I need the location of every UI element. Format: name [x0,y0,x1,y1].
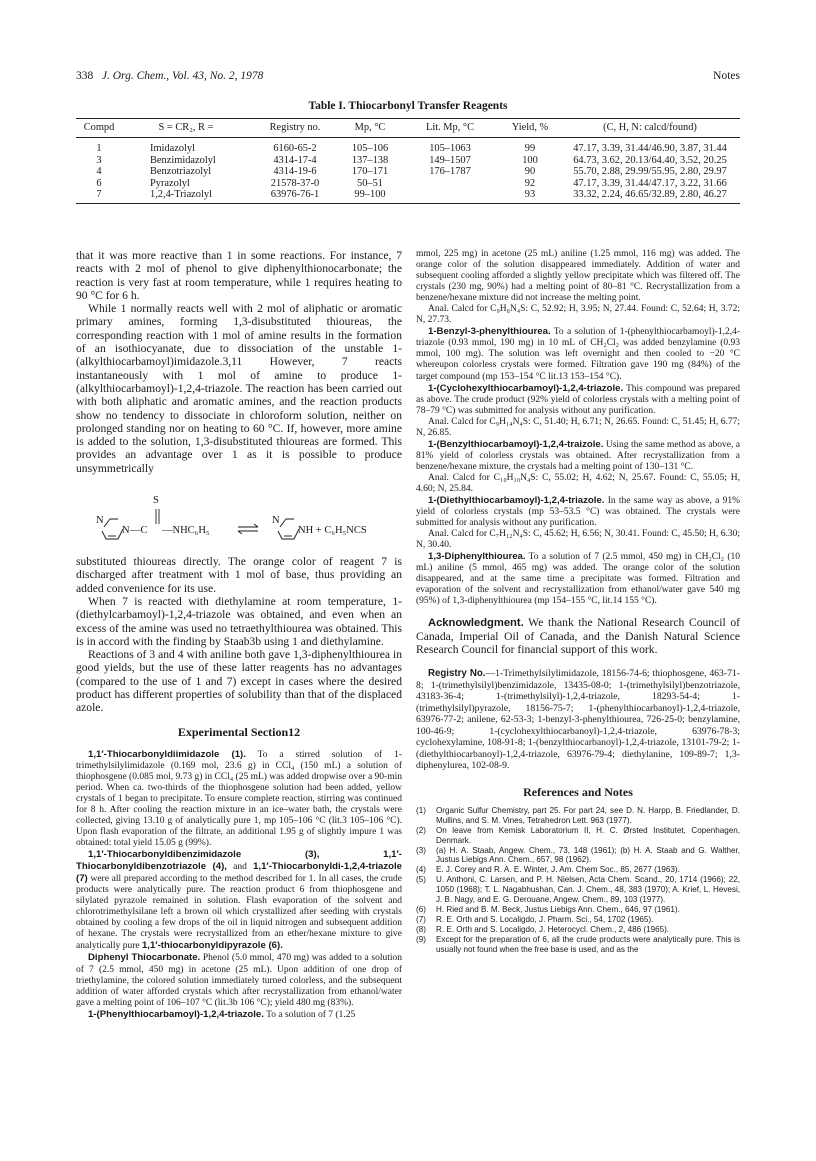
paragraph-body: Phenol (5.0 mmol, 470 mg) was added to a solution of 7 (2.5 mmol, 450 mg) in acetone (25 mL). Upon addition of one drop of triethylamine, the colored solution immediately turned colorless, and the subsequent addition of water afforded crystals which after recrystallization from ethanol/water gave a melting point of 106–107 °C (lit.3b 106 °C); yield 480 mg (83%). [76,953,402,1008]
experimental-paragraph: mmol, 225 mg) in acetone (25 mL) aniline (1.25 mmol, 116 mg) was added. The orange color of the solution disappeared immediately. Addition of water and subsequent cooling afforded a slightly yellow precipitate which was filtered off. The crystals (230 mg, 90%) had a melting point of 80–81 °C. Recrystallization from a benzene/hexane mixture did not increase the melting point. [416,249,740,304]
cell-lit-mp: 149–1507 [429,154,471,166]
cell-registry: 63976-76-1 [250,189,340,204]
reference-number: (9) [416,934,426,944]
paragraph-body: and [226,862,254,873]
paragraph: When 7 is reacted with diethylamine at room temperature, 1-(diethylcarbamoyl)-1,2,4-triazole was obtained, and even when an excess of the amine was used no tetraethylthiourea was obtained. This is in accord with the finding by Staab3b using 1 and diethylamine. [76,594,402,648]
reference-item [416,826,740,846]
reference-text: Organic Sulfur Chemistry, part 25. For part 24, see D. N. Harpp, B. Friedlander, D. Mullins, and S. M. Vines, Tetrahedron Lett. 963 (1977). [436,805,740,825]
reference-number: (6) [416,904,426,914]
scheme-n-label: N [122,525,130,537]
references-list [416,806,740,955]
compound-heading: 1,3-Diphenylthiourea. [428,551,526,563]
reference-number: (8) [416,924,426,934]
cell-analysis: 33.32, 2.24, 46.65/32.89, 2.80, 46.27 [560,189,740,204]
col-compd: Compd [76,119,122,138]
table-row [76,178,740,189]
cell-compd: 6 [96,177,102,189]
cell-analysis: 47.17, 3.39, 31.44/47.17, 3.22, 31.66 [573,177,727,189]
cell-substituent: Benzimidazolyl [150,154,216,166]
compound-heading: 1-(Diethylthiocarbamoyl)-1,2,4-triazole. [428,495,605,507]
header-left [76,70,263,82]
reference-number: (7) [416,914,426,924]
cell-analysis: 55.70, 2.88, 29.99/55.95, 2.80, 29.97 [573,166,727,178]
paragraph-body: In the same way as above, a 91% yield of colorless crystals (mp 53–53.5 °C) was obtained. The crystals were submitted for analysis without any purification. [416,496,740,529]
reference-item [416,846,740,866]
references-heading: References and Notes [523,784,633,799]
compound-heading: 1-(Benzylthiocarbamoyl)-1,2,4-traizole. [428,438,604,450]
experimental-paragraph [416,383,740,417]
analysis-paragraph: Anal. Calcd for C₉H₈N₄S: C, 52.92; H, 3.95; N, 27.44. Found: C, 52.64; H, 3.72; N, 27.73. [416,304,740,326]
compound-heading: 1,1′-Thiocarbonyldiimidazole (1). [88,748,246,760]
cell-substituent: Benzotriazolyl [150,166,212,178]
compound-heading: 1-Benzyl-3-phenylthiourea. [428,326,551,338]
col-yield: Yield, % [500,119,560,138]
scheme-right-group: NH + C₆H₅NCS [298,525,367,537]
cell-analysis: 64.73, 3.62, 20.13/64.40, 3.52, 20.25 [573,154,727,166]
compound-name: 1,1′-thiocarbonyldipyrazole (6). [141,940,283,952]
paragraph-body: To a solution of 7 (2.5 mmol, 450 mg) in CH₂Cl₂ (10 mL) aniline (5 mmol, 465 mg) was added. The orange color of the solution disappeared, and at the same time a precipitate was formed. Filtration and evaporation of the solvent and recrystallization from ethanol/water gave 540 mg (95%) of 1,3-diphenylthiourea (mp 154–155 °C, lit.14 155 °C). [416,552,740,607]
experimental-paragraph [76,1009,402,1021]
experimental-paragraph [76,849,402,952]
scheme-left-bond: —C [130,525,148,537]
cell-registry: 6160-65-2 [273,143,317,155]
cell-yield: 93 [500,189,560,204]
table-row [76,166,740,177]
cell-yield: 92 [524,177,536,189]
cell-compd: 1 [96,143,102,155]
reference-text: Except for the preparation of 6, all the crude products were analytically pure. This is usually not found when the free base is used, and as the [436,934,740,954]
cell-compd: 4 [96,166,102,178]
paragraph: that it was more reactive than 1 in some reactions. For instance, 7 reacts with 2 mol of phenol to give diphenylthionocarbonate; the reaction is very fast at room temperature, while 1 requires heating to 90 °C for 6 h. [76,249,402,302]
compound-heading: 1-(Cyclohexylthiocarbamoyl)-1,2,4-triazole. [428,382,624,394]
cell-lit-mp [400,178,500,189]
col-analysis: (C, H, N: calcd/found) [560,119,740,138]
scheme-n-label: N [272,515,280,527]
reference-item [416,806,740,826]
compound-heading: 1,1′-Thiocarbonyldibenzimidazole (3), 1,1′-Thiocarbonyldibenzotriazole (4), [76,849,402,873]
page-number: 338 [76,70,94,82]
cell-yield: 99 [524,143,536,155]
experimental-paragraph [416,551,740,607]
compound-heading: Diphenyl Thiocarbonate. [88,952,201,964]
reference-item [416,905,740,915]
section-label: Notes [713,70,740,82]
reference-text: R. E. Orth and S. Localigdo, J. Pharm. Sci., 54, 1702 (1965). [436,914,654,924]
paragraph: Reactions of 3 and 4 with aniline both gave 1,3-diphenylthiourea in good yields, but the use of these latter reagents has no advantages (compared to the use of 1 and 7) except in cases where the desired product has different properties of solubility than that of the displaced azole. [76,648,402,715]
reaction-scheme-drawing [96,481,396,551]
cell-substituent: Pyrazolyl [150,177,190,189]
paragraph-body: This compound was prepared as above. The crude product (92% yield of colorless crystals with a melting point of 78–79 °C) was submitted for analysis without any purification. [416,383,740,416]
experimental-paragraph [416,439,740,473]
col-lit-mp: Lit. Mp, °C [400,119,500,138]
paragraph-body: Using the same method as above, a 81% yield of colorless crystals was obtained. After recrystallization from a benzene/hexane mixture, the crystals had a melting point of 130–131 °C. [416,439,740,472]
running-header [76,70,740,86]
table-row [76,189,740,204]
cell-yield: 90 [524,166,536,178]
table-header-row [76,119,740,138]
paragraph-body: were all prepared according to the method described for 1. In all cases, the crude products were analytically pure. The reaction product 6 from thiophosgene and silylated pyrazole remained in solution. Flash evaporation of the solvent and chlorotrimethylsilane left a brown oil which crystallized after seeding with crystals obtained by cooling a few drops of the oil in liquid nitrogen and subsequent addition of hexane. The crystals were recrystallized from an ether/hexane mixture to give analytically pure [76,874,402,952]
experimental-paragraph [76,952,402,1008]
paragraph-body: To a stirred solution of 1-trimethylsilylimidazole (0.169 mol, 23.6 g) in CCl₄ (150 mL) a solution of thiophosgene (0.085 mol, 9.73 g) in CCl₄ (25 mL) was added dropwise over a 90-min period. When ca. two-thirds of the thiophosgene solution had been added, yellow crystals of 1 began to precipitate. To ensure complete reaction, stirring was continued for 8 h. After cooling the reaction mixture in an ice–water bath, the crystals were collected, giving 13.10 g of analytically pure 1, mp 105–106 °C (lit.3 105–106 °C). Upon flash evaporation of the filtrate, an additional 1.95 g of slightly impure 1 was obtained: total yield 15.05 g (99%). [76,749,402,848]
registry-body: —1-Trimethylsilylimidazole, 18156-74-6; thiophosgene, 463-71-8; 1-(trimethylsilyl)benzimidazole, 13435-08-0; 1-(trimethylsilyl)benzotriazole, 43183-36-4; 1-(trimethylsilyl)-1,2,4-triazole, 18293-54-4; 1-(trimethylsilyl)pyrazole, 18156-75-7; 1-(phenylthiocarbanoyl)-1,2,4-triazole, 63976-77-2; anilene, 62-53-3; 1-benzyl-3-phenylthiourea, 726-25-0; benzylamine, 100-46-9; 1-(cyclohexylthiocarbanoyl)-1,2,4-triazole, 63976-78-3; cyclohexylamine, 108-91-8; 1-(benzylthiocarbanoyl)-1,2,4-triazole, 13101-79-2; 1-(diethylthiocarbanoyl)-1,2,4-triazole, 63976-79-4; diethylanine, 109-89-7; 1,3-diphenylurea, 102-08-9. [416,668,740,772]
reference-number: (3) [416,845,426,855]
reference-item [416,875,740,905]
cell-yield: 100 [522,154,538,166]
compound-heading: 1-(Phenylthiocarbamoyl)-1,2,4-triazole. [88,1008,264,1020]
cell-substituent: 1,2,4-Triazolyl [122,189,250,204]
cell-mp: 50–51 [357,177,383,189]
cell-lit-mp: 176–1787 [429,166,471,178]
reference-text: U. Anthoni, C. Larsen, and P. H. Nielsen, Acta Chem. Scand., 20, 1714 (1966); 22, 1050 (1968); T. L. Nagabhushan, Can. J. Chem., 48, 383 (1970); A. Krief, L. Hevesi, J. B. Nagy, and E. G. Derouane, Angew. Chem., 89, 103 (1977). [436,875,740,905]
reference-text: E. J. Corey and R. A. E. Winter, J. Am. Chem Soc., 85, 2677 (1963). [436,865,680,875]
reference-number: (4) [416,865,426,875]
cell-lit-mp [400,189,500,204]
reference-item [416,935,740,955]
cell-lit-mp: 105–1063 [429,143,471,155]
cell-substituent: Imidazolyl [150,143,196,155]
reference-item [416,865,740,875]
cell-mp: 170–171 [351,166,389,178]
acknowledgment-body: We thank the National Research Council of Canada, Imperial Oil of Canada, and the Danish Natural Science Research Council for financial support of this work. [416,615,740,657]
reference-number: (5) [416,875,426,885]
paragraph-body: To a solution of 7 (1.25 [263,1009,356,1020]
cell-registry: 4314-19-6 [273,166,317,178]
reference-item [416,915,740,925]
acknowledgment [416,616,740,657]
compound-heading: 1,1′-Thiocarbonyldi-1,2,4-triazole (7) [76,861,402,885]
table-title: Table I. Thiocarbonyl Transfer Reagents [308,100,508,112]
cell-mp: 105–106 [351,143,389,155]
cell-analysis: 47.17, 3.39, 31.44/46.90, 3.87, 31.44 [573,143,727,155]
cell-compd: 3 [96,154,102,166]
reference-text: (a) H. A. Staab, Angew. Chem., 73, 148 (1961); (b) H. A. Staab and G. Walther, Justus Liebigs Ann. Chem., 657, 98 (1962). [436,845,740,865]
analysis-paragraph: Anal. Calcd for C₉H₁₄N₄S: C, 51.40; H, 6.71; N, 26.65. Found: C, 51.45; H, 6.77; N, 26.85. [416,416,740,438]
registry-heading: Registry No. [428,668,486,680]
paragraph: While 1 normally reacts well with 2 mol of aliphatic or aromatic primary amines, forming 1,3-disubstituted thioureas, the corresponding reaction with 1 mol of amine results in the formation of an isothiocyanate, due to dissociation of the unstable 1-(alkylthiocarbamoyl)imidazole.3,11 However, 7 reacts instantaneously with 1 mol of amine to produce 1-(alkylthiocarbamoyl)-1,2,4-triazole. The reaction has been carried out with both aliphatic and aromatic amines, and the reaction products show no tendency to dissociate in chloroform solution, neither on prolonged standing nor on heating to 60 °C. If, however, more amine is added to the solution, 1,3-disubstituted thioureas are formed. This provides an advantage over 1 as it is possible to produce unsymmetrically [76,302,402,475]
cell-registry: 4314-17-4 [273,154,317,166]
acknowledgment-heading: Acknowledgment. [428,616,524,629]
reference-text: H. Ried and B. M. Beck, Justus Liebigs Ann. Chem., 646, 97 (1961). [436,904,680,914]
left-column [76,249,402,1021]
table-row [76,138,740,155]
col-substituent: S = CR₂, R = [122,119,250,138]
reference-text: On leave from Kemisk Laboratorium II, H. C. Ørsted Institutet, Copenhagen, Denmark. [436,825,740,845]
right-column [416,249,740,954]
reference-number: (2) [416,825,426,835]
cell-mp: 99–100 [340,189,400,204]
analysis-paragraph: Anal. Calcd for C₁₀H₁₀N₄S: C, 55.02; H, 4.62; N, 25.67. Found: C, 55.05; H, 4.60; N, 25.84. [416,472,740,494]
paragraph: substituted thioureas directly. The orange color of reagent 7 is discharged after treatment with 1 mol of base, thus providing an added convenience for its use. [76,555,402,595]
experimental-paragraph [76,749,402,849]
cell-mp: 137–138 [351,154,389,166]
reference-text: R. E. Orth and S. Localigdo, J. Heterocycl. Chem., 2, 486 (1965). [436,924,670,934]
col-registry: Registry no. [250,119,340,138]
reaction-scheme [76,481,402,551]
section-heading: Experimental Section12 [177,724,301,739]
reference-number: (1) [416,805,426,815]
analysis-paragraph: Anal. Calcd for C₇H₁₂N₄S: C, 45.62; H, 6.56; N, 30.41. Found: C, 45.50; H, 6.30; N, 30.40. [416,529,740,551]
paragraph-body: To a solution of 1-(phenylthiocarbamoyl)-1,2,4-triazole (0.93 mmol, 190 mg) in 10 mL of CH₂Cl₂ was added benzylamine (0.93 mmol, 100 mg). The solution was left overnight and then cooled to −20 °C whereupon colorless crystals were formed. Filtration gave 190 mg (84%) of the target compound (mp 153–154 °C lit.13 153–154 °C). [416,327,740,382]
cell-compd: 7 [76,189,122,204]
scheme-left-group: —NHC₆H₅ [162,525,210,537]
scheme-n-label: N [96,515,104,527]
table-row [76,155,740,166]
scheme-sulfur-label: S [153,495,159,507]
reference-item [416,925,740,935]
registry-numbers [416,668,740,772]
reagent-table [76,118,740,204]
experimental-paragraph [416,326,740,382]
journal-citation: J. Org. Chem., Vol. 43, No. 2, 1978 [101,70,264,82]
col-mp: Mp, °C [340,119,400,138]
experimental-paragraph [416,495,740,529]
cell-registry: 21578-37-0 [270,177,320,189]
